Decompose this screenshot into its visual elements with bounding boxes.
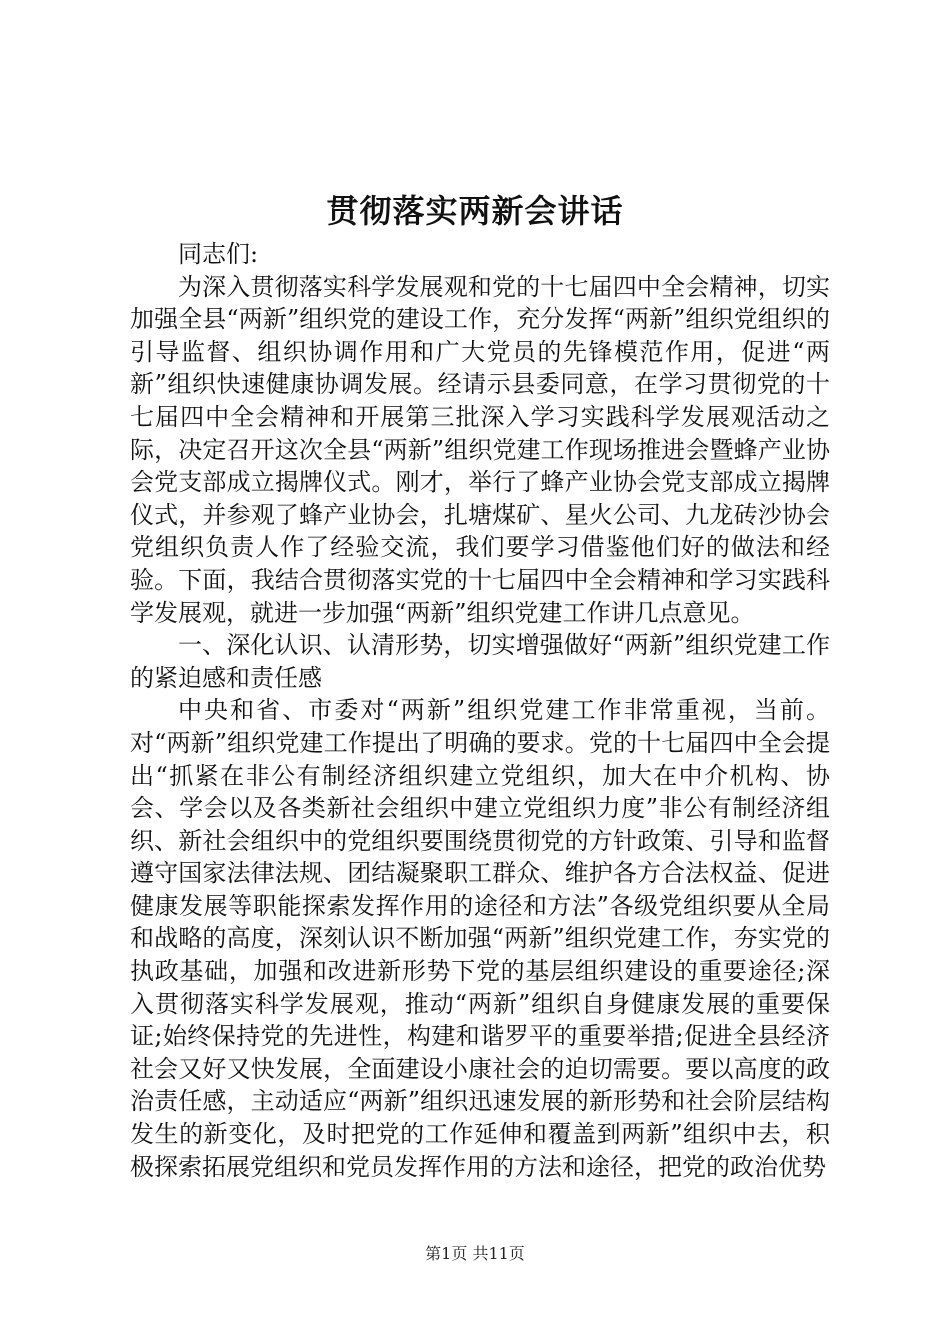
- document-title: 贯彻落实两新会讲话: [326, 192, 624, 230]
- salutation: 同志们:: [178, 240, 259, 268]
- paragraph-intro: 为深入贯彻落实科学发展观和党的十七届四中全会精神，切实加强全县“两新”组织党的建设工作，充分发挥“两新”组织党组织的引导监督、组织协调作用和广大党员的先锋模范作用，促进“两新”组织快速健康协调发展。经请示县委同意，在学习贯彻党的十七届四中全会精神和开展第三批深入学习实践科学发展观活动之际，决定召开这次全县“两新”组织党建工作现场推进会暨蜂产业协会党支部成立揭牌仪式。刚才，举行了蜂产业协会党支部成立揭牌仪式，并参观了蜂产业协会，扎塘煤矿、星火公司、九龙砖沙协会党组织负责人作了经验交流，我们要学习借鉴他们好的做法和经验。下面，我结合贯彻落实党的十七届四中全会精神和学习实践科学发展观，就进一步加强“两新”组织党建工作讲几点意见。: [130, 272, 830, 627]
- page-number-footer: 第1页 共11页: [425, 1244, 525, 1263]
- document-body: [130, 238, 830, 1183]
- paragraph-section-1: 中央和省、市委对“两新”组织党建工作非常重视，当前。对“两新”组织党建工作提出了明确的要求。党的十七届四中全会提出“抓紧在非公有制经济组织建立党组织，加大在中介机构、协会、学会以及各类新社会组织中建立党组织力度”非公有制经济组织、新社会组织中的党组织要围绕贯彻党的方针政策、引导和监督遵守国家法律法规、团结凝聚职工群众、维护各方合法权益、促进健康发展等职能探索发挥作用的途径和方法”各级党组织要从全局和战略的高度，深刻认识不断加强“两新”组织党建工作，夯实党的执政基础，加强和改进新形势下党的基层组织建设的重要途径;深入贯彻落实科学发展观，推动“两新”组织自身健康发展的重要保证;始终保持党的先进性，构建和谐罗平的重要举措;促进全县经济社会又好又快发展，全面建设小康社会的迫切需要。要以高度的政治责任感，主动适应“两新”组织迅速发展的新形势和社会阶层结构发生的新变化，及时把党的工作延伸和覆盖到两新”组织中去，积极探索拓展党组织和党员发挥作用的方法和途径，把党的政治优势: [130, 696, 830, 1181]
- section-heading-1: 一、深化认识、认清形势，切实增强做好“两新”组织党建工作的紧迫感和责任感: [130, 631, 830, 692]
